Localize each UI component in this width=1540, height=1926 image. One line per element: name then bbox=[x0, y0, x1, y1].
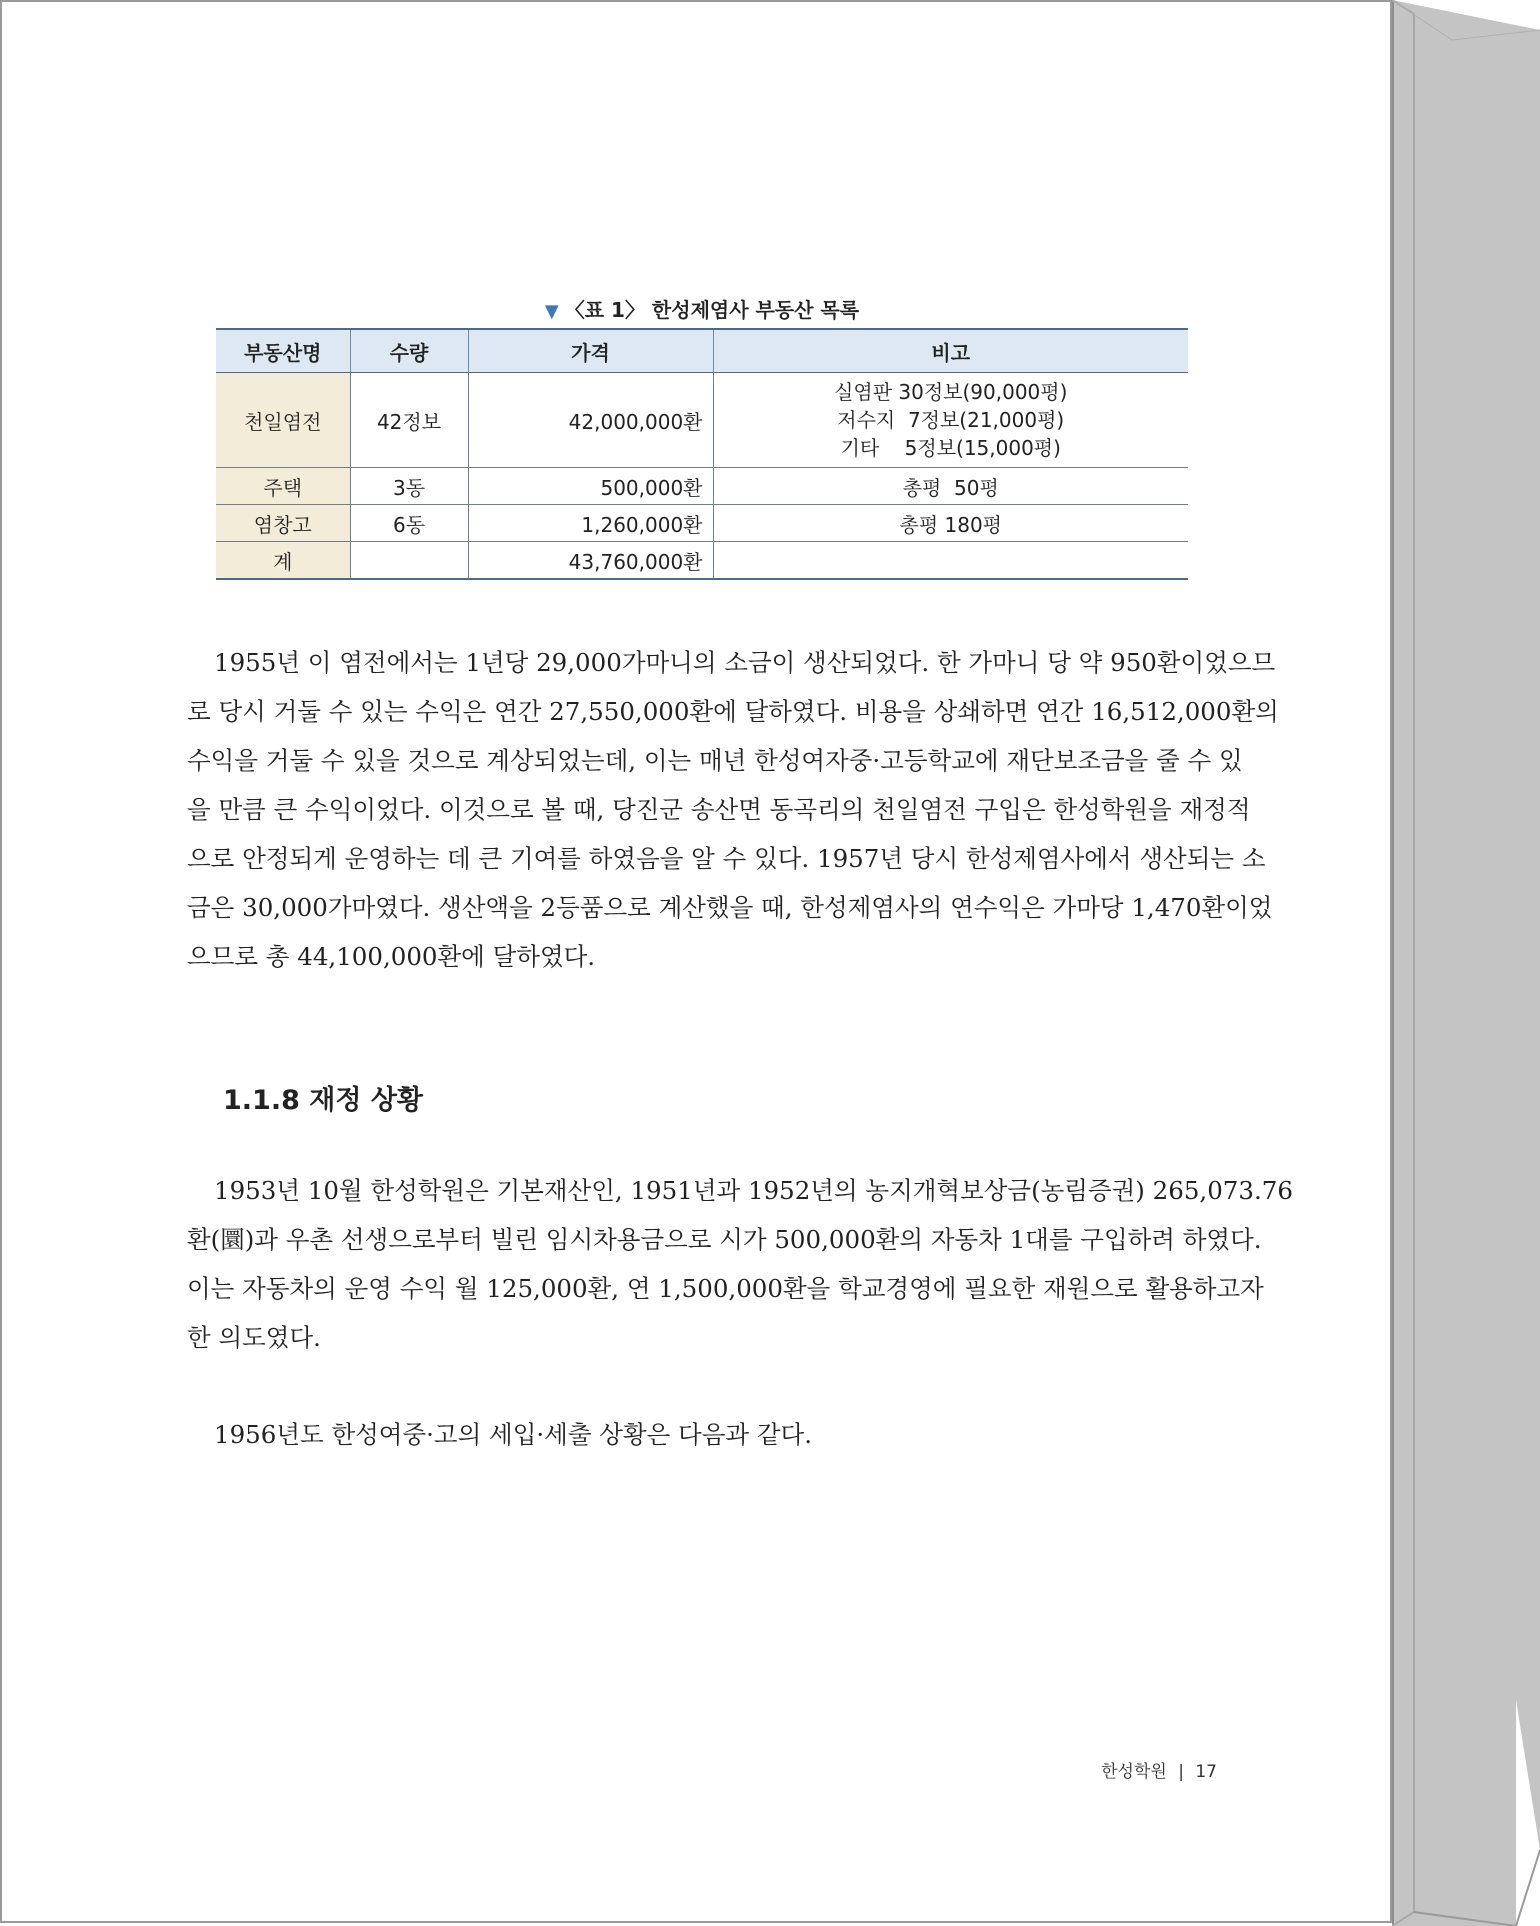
row-label: 계 bbox=[216, 542, 350, 580]
table-header-row bbox=[216, 329, 1188, 373]
row-label: 주택 bbox=[216, 468, 350, 505]
paragraph-budget-intro bbox=[187, 1410, 1217, 1459]
text-line: 이는 자동차의 운영 수익 월 125,000환, 연 1,500,000환을 학교경영에 필요한 재원으로 활용하고자 bbox=[187, 1274, 1264, 1303]
section-heading: 1.1.8 재정 상황 bbox=[223, 1085, 424, 1116]
text-line: 환(圜)과 우촌 선생으로부터 빌린 임시차용금으로 시가 500,000환의 자동차 1대를 구입하려 하였다. bbox=[187, 1225, 1262, 1254]
price-cell: 43,760,000환 bbox=[468, 542, 713, 580]
text-line: 으므로 총 44,100,000환에 달하였다. bbox=[187, 942, 596, 971]
page-number: 17 bbox=[1195, 1762, 1217, 1782]
price-cell: 500,000환 bbox=[468, 468, 713, 505]
text-line: 로 당시 거둘 수 있는 수익은 연간 27,550,000환에 달하였다. 비용을 상쇄하면 연간 16,512,000환의 bbox=[187, 697, 1279, 726]
text-line: 금은 30,000가마였다. 생산액을 2등품으로 계산했을 때, 한성제염사의 연수익은 가마당 1,470환이었 bbox=[187, 893, 1273, 922]
header-cell: 가격 bbox=[468, 329, 713, 373]
table-total-row bbox=[216, 542, 1188, 580]
table-caption bbox=[216, 294, 1188, 323]
note-line: 저수지 7정보(21,000평) bbox=[837, 408, 1065, 432]
row-label: 염창고 bbox=[216, 505, 350, 542]
qty-cell: 6동 bbox=[350, 505, 468, 542]
note-cell bbox=[713, 542, 1188, 580]
price-cell: 42,000,000환 bbox=[468, 373, 713, 468]
header-cell: 부동산명 bbox=[216, 329, 350, 373]
text-line: 1956년도 한성여중·고의 세입·세출 상황은 다음과 같다. bbox=[214, 1420, 812, 1449]
price-cell: 1,260,000환 bbox=[468, 505, 713, 542]
triangle-down-icon: ▼ bbox=[544, 301, 559, 322]
note-line: 실염판 30정보(90,000평) bbox=[834, 380, 1068, 404]
qty-cell: 3동 bbox=[350, 468, 468, 505]
qty-cell bbox=[350, 542, 468, 580]
qty-cell: 42정보 bbox=[350, 373, 468, 468]
table-row bbox=[216, 373, 1188, 468]
text-line: 1953년 10월 한성학원은 기본재산인, 1951년과 1952년의 농지개혁보상금(농림증권) 265,073.76 bbox=[214, 1176, 1293, 1205]
page-footer bbox=[1072, 1757, 1217, 1782]
text-line: 1955년 이 염전에서는 1년당 29,000가마니의 소금이 생산되었다. 한 가마니 당 약 950환이었으므 bbox=[214, 648, 1276, 677]
header-cell: 수량 bbox=[350, 329, 468, 373]
paragraph-salt-revenue bbox=[187, 638, 1279, 981]
table-row bbox=[216, 505, 1188, 542]
page-stack-edge bbox=[1392, 0, 1540, 1926]
row-label: 천일염전 bbox=[216, 373, 350, 468]
paragraph-finance bbox=[187, 1166, 1293, 1362]
text-line: 한 의도였다. bbox=[187, 1323, 321, 1352]
table-caption-text: 〈표 1〉 한성제염사 부동산 목록 bbox=[564, 298, 860, 322]
note-line: 기타 5정보(15,000평) bbox=[840, 436, 1061, 460]
real-estate-table bbox=[216, 328, 1188, 580]
text-line: 수익을 거둘 수 있을 것으로 계상되었는데, 이는 매년 한성여자중·고등학교에 재단보조금을 줄 수 있 bbox=[187, 746, 1243, 775]
footer-separator: | bbox=[1178, 1762, 1184, 1782]
note-cell: 총평 50평 bbox=[713, 468, 1188, 505]
header-cell: 비고 bbox=[713, 329, 1188, 373]
note-cell: 총평 180평 bbox=[713, 505, 1188, 542]
text-line: 을 만큼 큰 수익이었다. 이것으로 볼 때, 당진군 송산면 동곡리의 천일염전 구입은 한성학원을 재정적 bbox=[187, 795, 1251, 824]
book-title: 한성학원 bbox=[1101, 1762, 1167, 1782]
note-cell bbox=[713, 373, 1188, 468]
text-line: 으로 안정되게 운영하는 데 큰 기여를 하였음을 알 수 있다. 1957년 당시 한성제염사에서 생산되는 소 bbox=[187, 844, 1266, 873]
table-row bbox=[216, 468, 1188, 505]
